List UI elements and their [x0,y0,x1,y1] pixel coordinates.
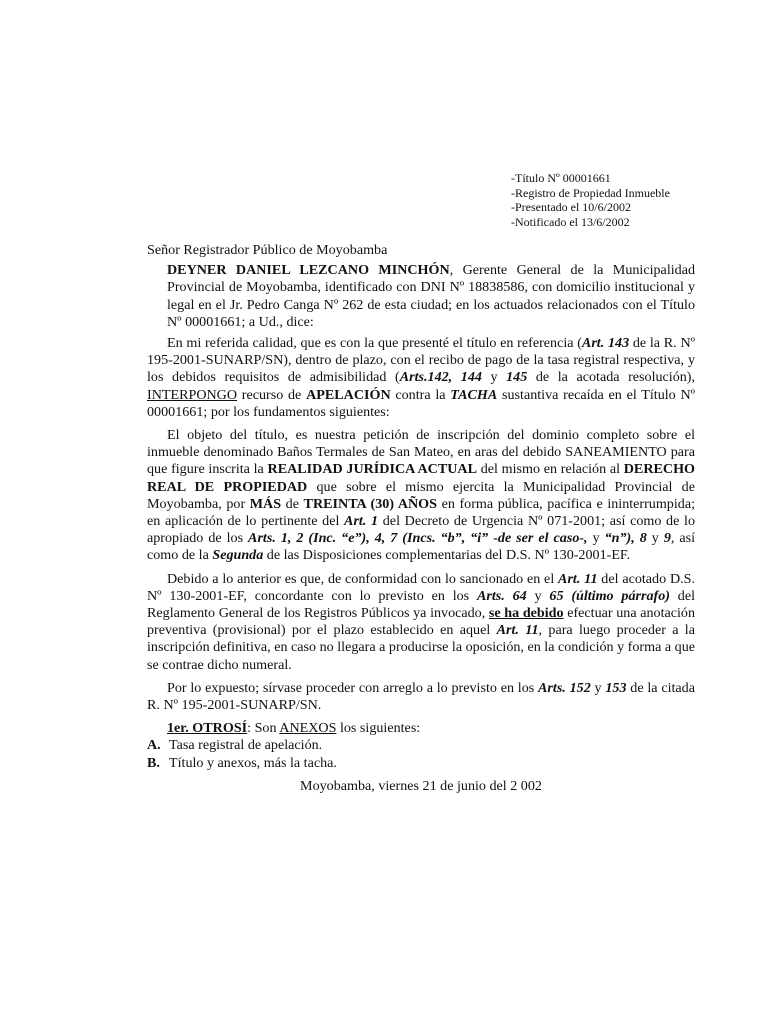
closing-date-line: Moyobamba, viernes 21 de junio del 2 002 [300,777,542,794]
text-run: sustantiva recaída en el Título Nº 00001661; por los fundamentos siguientes: [147,386,695,420]
text-run: del acotado D.S. Nº 130-2001-EF, concordante con lo previsto en los [147,570,696,604]
paragraph-request [147,680,695,714]
text-run: , así como de la [147,530,696,564]
anexos-term: ANEXOS [279,720,337,737]
text-run: de la citada R. Nº 195-2001-SUNARP/SN. [147,679,695,714]
text-run: , para luego proceder a la inscripción definitiva, en caso no llegara a producirse la oposición, en la condición y forma a que se contrae dicho numeral. [147,622,695,673]
text-run: de las Disposiciones complementarias del D.S. Nº 130-2001-EF. [263,547,631,564]
article-ref: 65 (último párrafo) [549,587,670,604]
article-ref: Arts.142, 144 [399,369,482,386]
text-run: El objeto del título, es nuestra petición de inscripción del dominio completo sobre el inmueble denominado Baños Termales de San Mateo, en aras del debido SANEAMIENTO para que figure inscrita la [147,427,695,478]
emphasis-term: TREINTA (30) AÑOS [303,495,437,512]
otrosi-label: 1er. OTROSÍ [167,720,248,737]
article-ref: 9 [663,530,671,547]
text-run: de la R. Nº 195-2001-SUNARP/SN), dentro de plazo, con el recibo de pago de la tasa registral respectiva, y los debidos requisitos de admisibilidad ( [147,335,695,386]
article-ref: Arts. 64 [476,587,527,604]
article-ref: Arts. 152 [538,679,591,696]
article-ref: Art. 11 [558,570,598,587]
intro-paragraph [167,262,695,331]
text-run: en forma pública, pacífica e ininterrumpida; en aplicación de lo pertinente del [147,495,695,530]
letter-body [147,242,695,809]
annex-list [147,737,695,771]
annex-letter: A. [147,737,161,754]
article-ref: “n”), 8 [604,530,647,547]
annex-letter: B. [147,754,160,771]
intro-text: , Gerente General de la Municipalidad Provincial de Moyobamba, identificado con DNI Nº 18838586, con domicilio institucional y legal en el Jr. Pedro Canga Nº 262 de esta ciudad; en los actuados relacionados con el Título Nº 00001661; a Ud., dice: [167,262,695,330]
reference-block [511,171,670,229]
text-run: y [646,530,664,547]
text-run: del mismo en relación al [477,461,624,478]
article-ref: Art. 11 [496,622,539,639]
text-run: y [587,530,605,547]
interpongo-term: INTERPONGO [147,386,238,403]
text-run: contra la [390,386,451,403]
text-run: y [590,679,606,696]
text-run: del Decreto de Urgencia Nº 071-2001; así como de lo apropiado de los [147,513,695,547]
text-run: de [281,495,304,512]
reference-notified-date: -Notificado el 13/6/2002 [511,214,630,229]
article-ref: 145 [506,369,528,386]
emphasis-term: DERECHO REAL DE PROPIEDAD [147,461,696,495]
text-run: y [526,587,550,604]
paragraph-consequence [147,571,695,674]
text-run: y [481,369,507,386]
otrosi-line [147,720,695,737]
text-run: efectuar una anotación preventiva (provisional) por el plazo establecido en aquel [147,605,696,639]
list-item [147,755,695,772]
emphasis-term: se ha debido [488,605,564,622]
article-ref: Art. 1 [344,513,379,530]
text-run: los siguientes: [336,720,421,737]
text-run: del Reglamento General de los Registros Públicos ya invocado, [147,587,696,622]
text-run: : Son [247,720,280,737]
reference-presented-date: -Presentado el 10/6/2002 [511,200,631,215]
text-run: que sobre el mismo ejercita la Municipalidad Provincial de Moyobamba, por [147,478,695,512]
tacha-term: TACHA [450,386,498,403]
article-ref: Arts. 1, 2 (Inc. “e”), 4, 7 (Incs. “b”, “i” -de ser el caso-, [248,530,588,547]
emphasis-term: REALIDAD JURÍDICA ACTUAL [267,461,477,478]
text-run: de la acotada resolución), [527,369,696,386]
article-ref: Segunda [212,547,264,564]
text-run: En mi referida calidad, que es con la que presenté el título en referencia ( [167,335,582,352]
article-ref: Art. 143 [581,335,630,352]
annex-text: Título y anexos, más la tacha. [169,754,337,771]
apelacion-term: APELACIÓN [306,386,391,403]
reference-registry: -Registro de Propiedad Inmueble [511,185,670,200]
text-run: Debido a lo anterior es que, de conformidad con lo sancionado en el [167,570,559,587]
emphasis-term: MÁS [249,495,282,512]
text-run: recurso de [237,386,307,403]
applicant-name: DEYNER DANIEL LEZCANO MINCHÓN [167,262,450,279]
article-ref: 153 [605,679,627,696]
paragraph-object [147,427,695,565]
annex-text: Tasa registral de apelación. [169,737,323,754]
paragraph-appeal [147,335,695,421]
list-item [147,737,695,754]
text-run: Por lo expuesto; sírvase proceder con arreglo a lo previsto en los [167,679,539,696]
reference-title-number: -Título Nº 00001661 [511,171,611,185]
addressee: Señor Registrador Público de Moyobamba [147,242,388,258]
